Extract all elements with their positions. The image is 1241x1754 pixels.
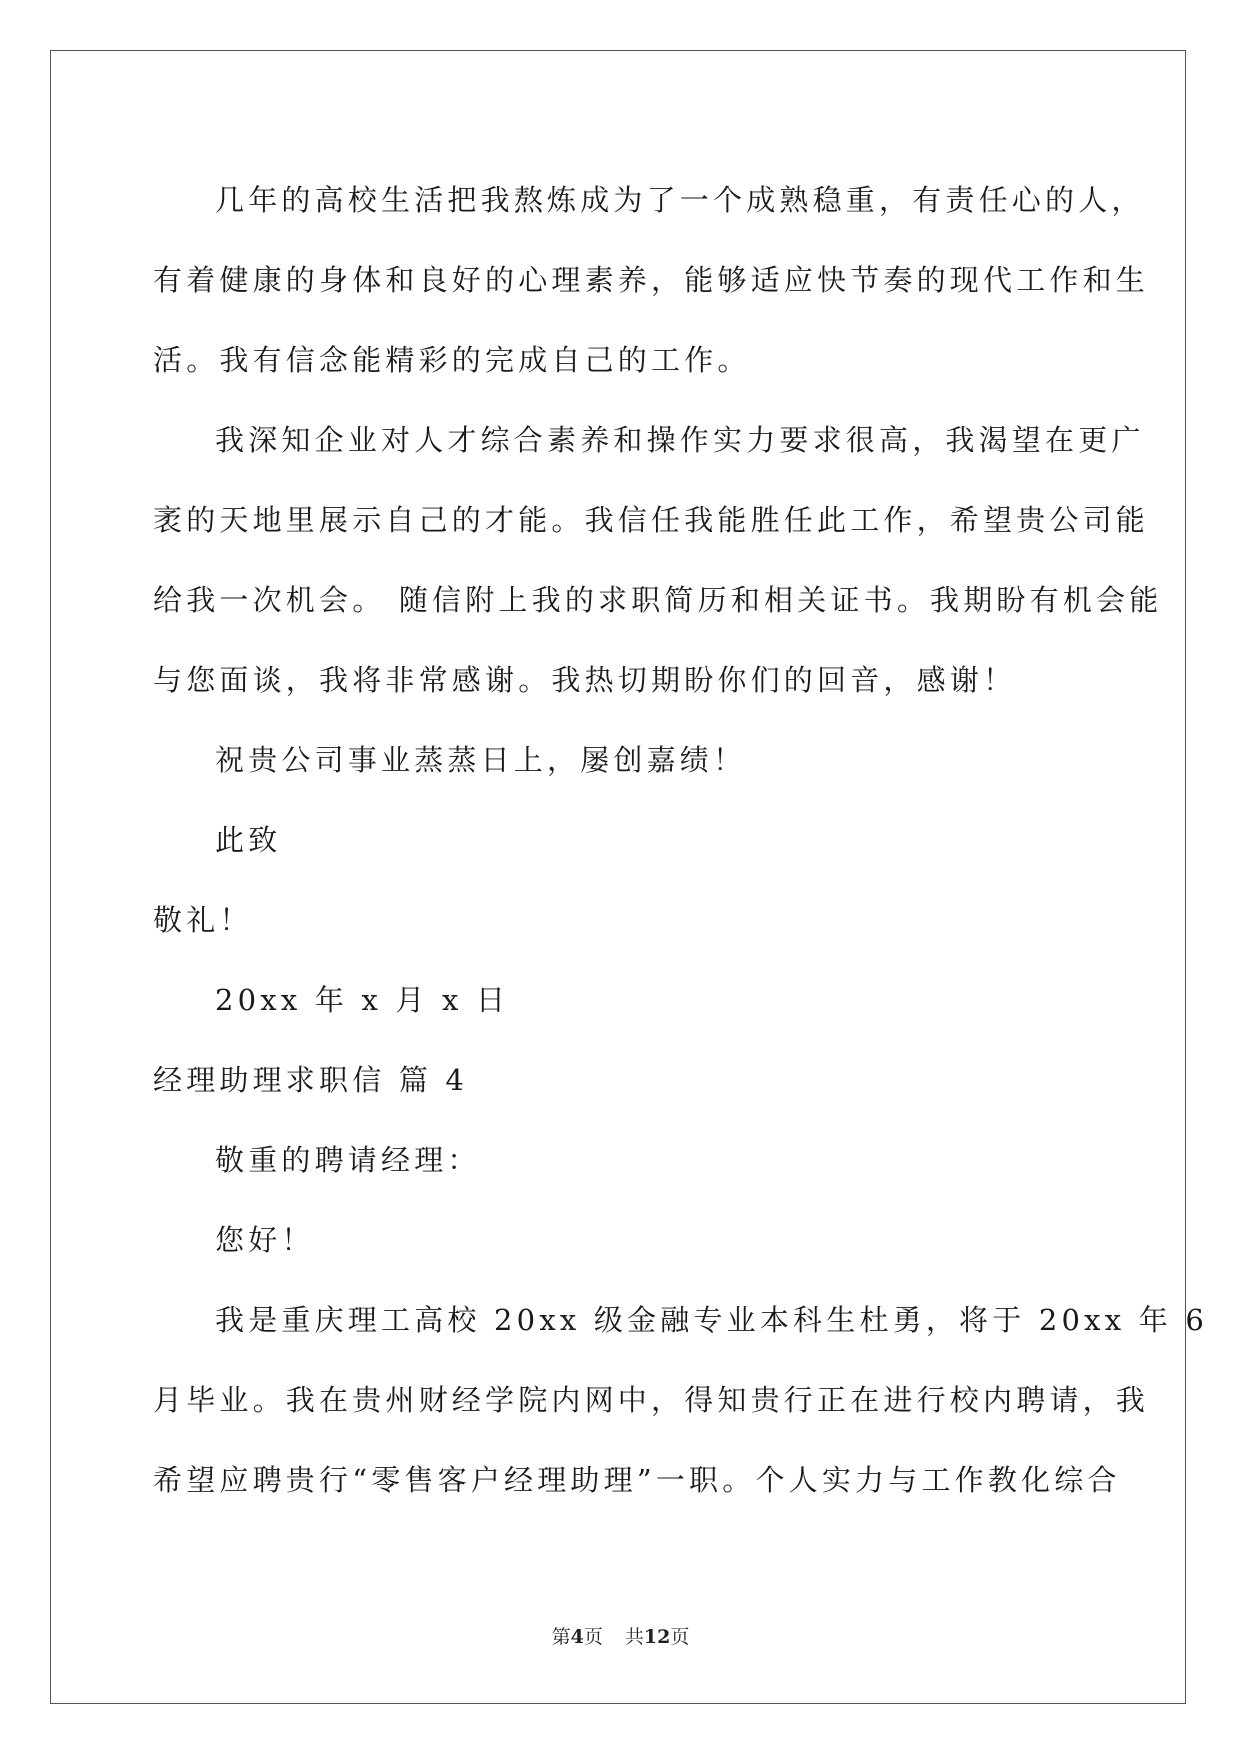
paragraph-line: 袤的天地里展示自己的才能。我信任我能胜任此工作，希望贵公司能 bbox=[153, 503, 1150, 537]
document-body bbox=[153, 160, 1208, 1520]
letter-greeting: 敬重的聘请经理： bbox=[215, 1143, 481, 1177]
footer-prefix: 第 bbox=[551, 1626, 571, 1648]
letter-hello: 您好！ bbox=[215, 1223, 315, 1257]
paragraph-line: 几年的高校生活把我熬炼成为了一个成熟稳重，有责任心的人， bbox=[215, 183, 1145, 217]
paragraph-line: 月毕业。我在贵州财经学院内网中，得知贵行正在进行校内聘请，我 bbox=[153, 1383, 1150, 1417]
paragraph-line: 我深知企业对人才综合素养和操作实力要求很高，我渴望在更广 bbox=[215, 423, 1145, 457]
paragraph-line: 与您面谈，我将非常感谢。我热切期盼你们的回音，感谢！ bbox=[153, 663, 1017, 697]
footer-page-number: 4 bbox=[570, 1626, 584, 1648]
closing-wish: 祝贵公司事业蒸蒸日上，屡创嘉绩！ bbox=[215, 743, 747, 777]
paragraph-line: 我是重庆理工高校 20xx 级金融专业本科生杜勇，将于 20xx 年 6 bbox=[215, 1303, 1208, 1337]
paragraph-line: 希望应聘贵行“零售客户经理助理”一职。个人实力与工作教化综合 bbox=[153, 1463, 1121, 1497]
paragraph-line: 活。我有信念能精彩的完成自己的工作。 bbox=[153, 343, 751, 377]
footer-total-suffix: 页 bbox=[670, 1626, 690, 1648]
footer-page-suffix: 页 bbox=[583, 1626, 603, 1648]
closing-salutation: 此致 bbox=[215, 823, 282, 857]
paragraph-line: 给我一次机会。 随信附上我的求职简历和相关证书。我期盼有机会能 bbox=[153, 583, 1163, 617]
page-footer bbox=[0, 1622, 1241, 1649]
footer-total-prefix: 共 bbox=[624, 1626, 644, 1648]
footer-total-pages: 12 bbox=[643, 1626, 671, 1648]
closing-regards: 敬礼！ bbox=[153, 903, 253, 937]
section-heading: 经理助理求职信 篇 4 bbox=[153, 1063, 469, 1097]
letter-date: 20xx 年 x 月 x 日 bbox=[215, 983, 510, 1017]
paragraph-line: 有着健康的身体和良好的心理素养，能够适应快节奏的现代工作和生 bbox=[153, 263, 1150, 297]
